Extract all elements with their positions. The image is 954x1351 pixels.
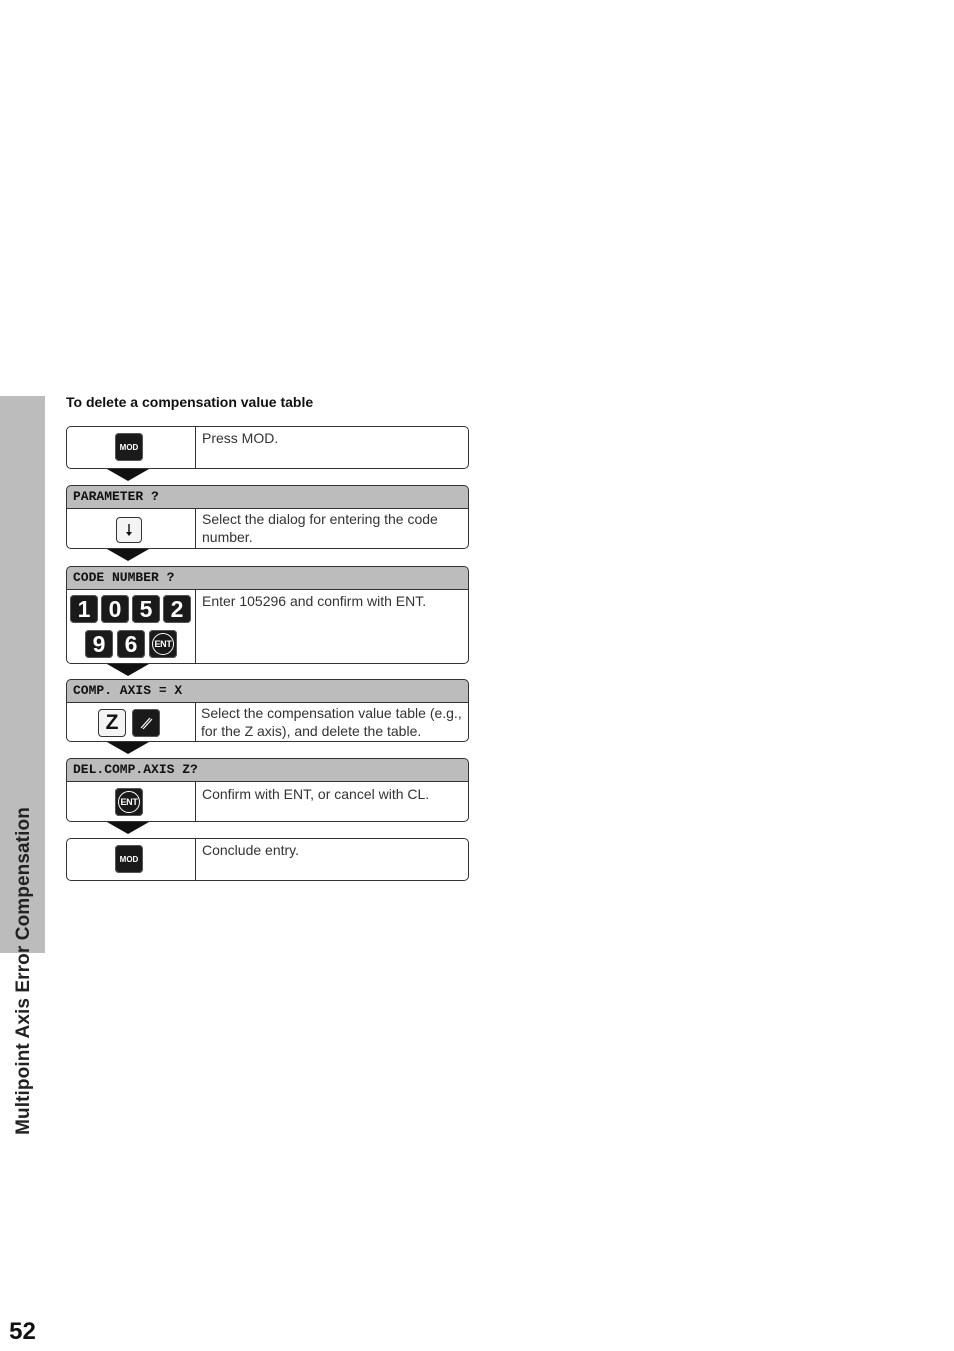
side-tab	[0, 396, 45, 1345]
dialog-code-number: CODE NUMBER ?	[66, 566, 469, 590]
digit-9-key[interactable]: 9	[85, 630, 113, 658]
flow-arrow	[107, 549, 149, 561]
ent-icon: ENT	[152, 633, 174, 655]
step-3-box	[66, 589, 469, 664]
ent-icon: ENT	[118, 791, 140, 813]
ent-key[interactable]	[115, 788, 143, 816]
flow-arrow	[107, 742, 149, 754]
digit-1-key[interactable]: 1	[70, 595, 98, 623]
z-axis-key[interactable]: Z	[98, 709, 126, 737]
step-1-box	[66, 426, 469, 469]
digit-0-key[interactable]: 0	[101, 595, 129, 623]
clear-entry-key[interactable]	[132, 709, 160, 737]
mod-key[interactable]: MOD	[115, 845, 143, 873]
page-number: 52	[9, 1318, 36, 1345]
flow-arrow	[107, 469, 149, 481]
step-6-box	[66, 838, 469, 881]
digit-5-key[interactable]: 5	[132, 595, 160, 623]
step-2-box	[66, 508, 469, 549]
chapter-title: Multipoint Axis Error Compensation	[13, 807, 34, 1135]
step-4-box	[66, 702, 469, 742]
section-heading: To delete a compensation value table	[66, 394, 314, 410]
step-3-text: Enter 105296 and confirm with ENT.	[202, 593, 427, 609]
clear-slash-icon	[138, 715, 154, 731]
dialog-parameter: PARAMETER ?	[66, 485, 469, 509]
step-4-text: Select the compensation value table (e.g., for the Z axis), and delete the table.	[201, 705, 462, 739]
step-1-text: Press MOD.	[202, 430, 279, 446]
dialog-comp-axis: COMP. AXIS = X	[66, 679, 469, 703]
step-5-text: Confirm with ENT, or cancel with CL.	[202, 786, 430, 802]
mod-key[interactable]: MOD	[115, 433, 143, 461]
step-5-box	[66, 781, 469, 822]
dialog-del-comp-axis: DEL.COMP.AXIS Z?	[66, 758, 469, 782]
step-2-text: Select the dialog for entering the code number.	[202, 511, 438, 545]
arrow-down-key[interactable]	[116, 517, 142, 543]
digit-6-key[interactable]: 6	[117, 630, 145, 658]
arrow-down-icon	[124, 523, 134, 537]
flow-arrow	[107, 664, 149, 676]
step-6-text: Conclude entry.	[202, 842, 300, 858]
flow-arrow	[107, 822, 149, 834]
ent-key[interactable]	[149, 630, 177, 658]
digit-2-key[interactable]: 2	[163, 595, 191, 623]
